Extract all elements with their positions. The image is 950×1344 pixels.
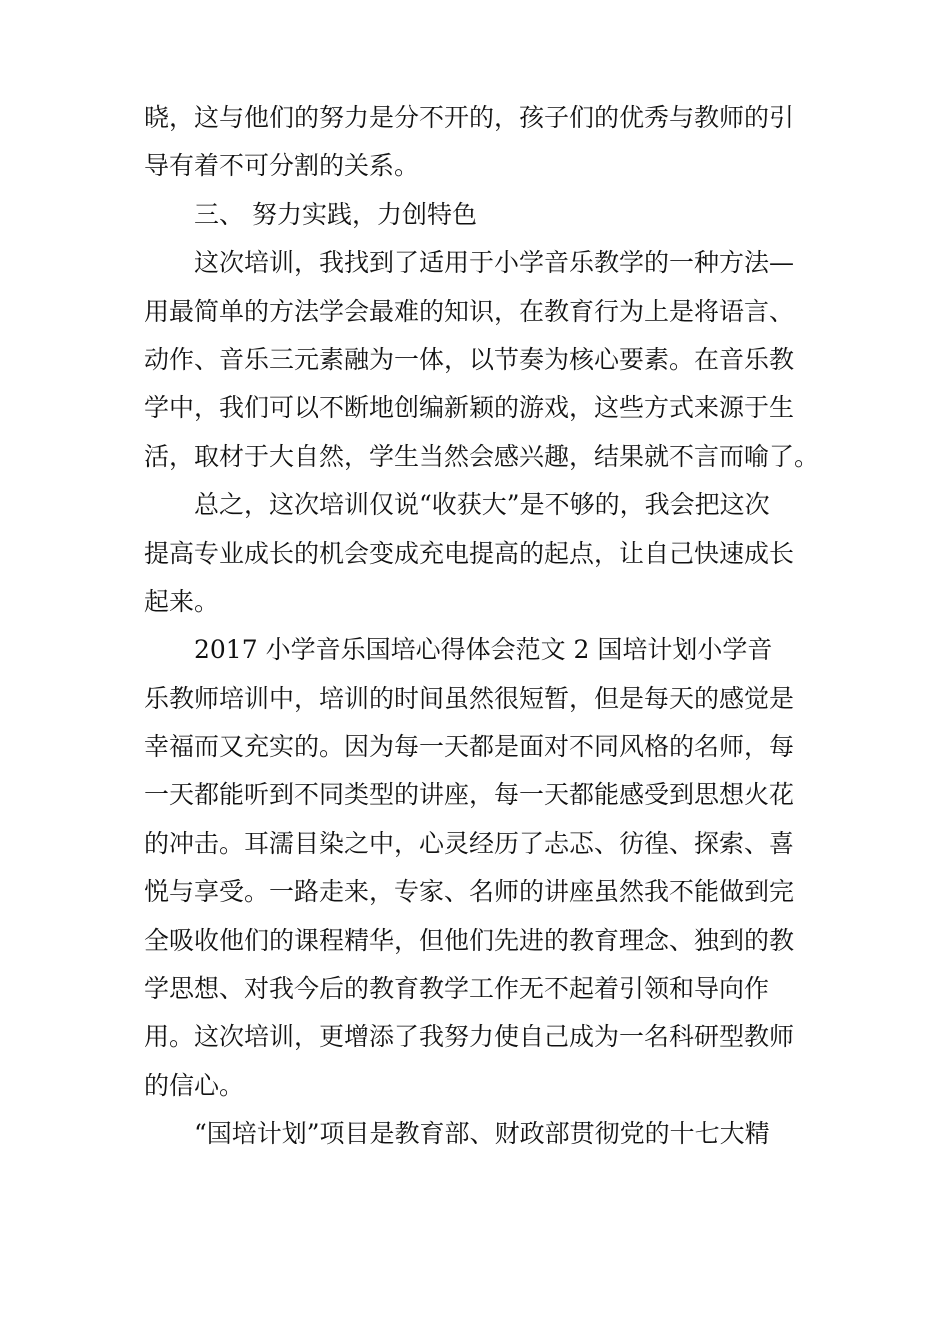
text-line: 用。这次培训，更增添了我努力使自己成为一名科研型教师 [144, 1022, 795, 1052]
text-line: 晓，这与他们的努力是分不开的，孩子们的优秀与教师的引 [144, 103, 795, 132]
text-line: “国培计划”项目是教育部、财政部贯彻党的十七大精 [194, 1119, 770, 1149]
text-line: 提高专业成长的机会变成充电提高的起点，让自己快速成长 [144, 538, 795, 568]
text-line: 动作、音乐三元素融为一体，以节奏为核心要素。在音乐教 [144, 344, 795, 374]
text-line: 学中，我们可以不断地创编新颖的游戏，这些方式来源于生 [144, 393, 795, 423]
text-line: 悦与享受。一路走来，专家、名师的讲座虽然我不能做到完 [144, 877, 795, 907]
section-heading: 三、 努力实践，力创特色 [194, 199, 477, 229]
text-line: 2017 小学音乐国培心得体会范文 2 国培计划小学音 [194, 635, 773, 665]
text-line: 乐教师培训中，培训的时间虽然很短暂，但是每天的感觉是 [144, 683, 795, 713]
text-line: 的信心。 [144, 1070, 245, 1100]
text-line: 一天都能听到不同类型的讲座，每一天都能感受到思想火花 [144, 780, 795, 810]
text-line: 的冲击。耳濡目染之中，心灵经历了忐忑、彷徨、探索、喜 [144, 828, 795, 858]
text-line: 幸福而又充实的。因为每一天都是面对不同风格的名师，每 [144, 732, 795, 762]
document-body [144, 94, 820, 1159]
text-line: 总之，这次培训仅说“收获大”是不够的，我会把这次 [194, 490, 770, 520]
text-line: 起来。 [144, 586, 220, 616]
text-line: 全吸收他们的课程精华，但他们先进的教育理念、独到的教 [144, 925, 795, 955]
text-line: 用最简单的方法学会最难的知识，在教育行为上是将语言、 [144, 296, 795, 326]
text-line: 学思想、对我今后的教育教学工作无不起着引领和导向作 [144, 974, 770, 1004]
text-line: 活，取材于大自然，学生当然会感兴趣，结果就不言而喻了。 [144, 441, 820, 471]
text-line: 这次培训，我找到了适用于小学音乐教学的一种方法— [194, 248, 795, 278]
text-line: 导有着不可分割的关系。 [144, 151, 420, 181]
